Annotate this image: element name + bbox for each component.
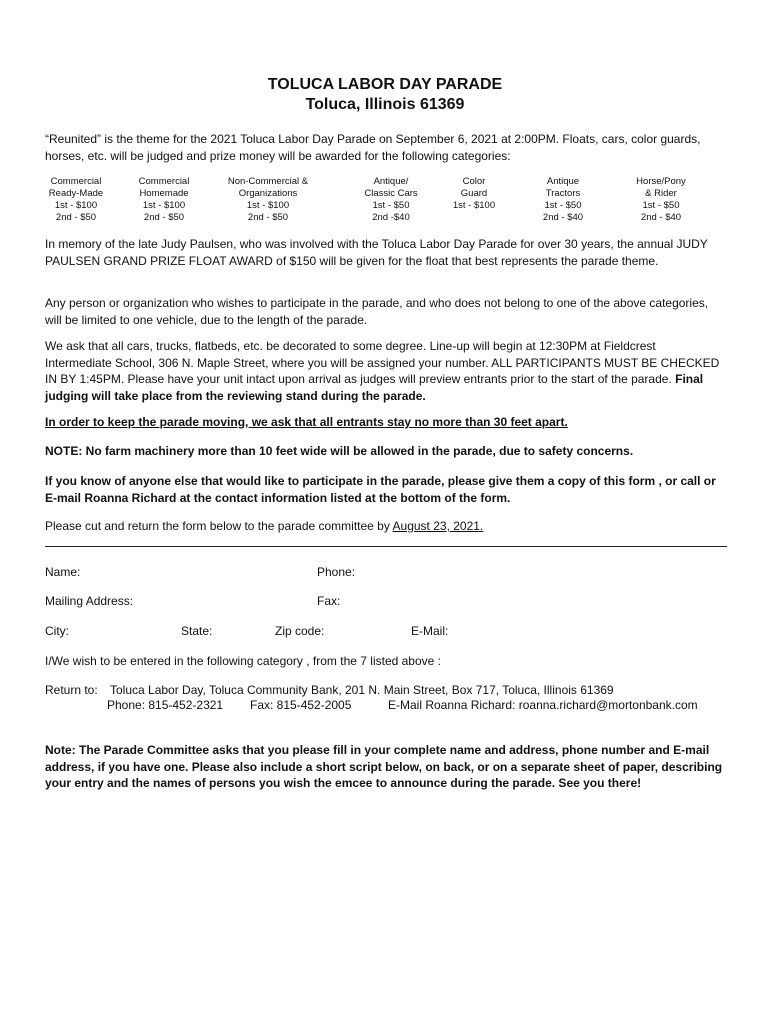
- category-prize2: 2nd - $50: [143, 212, 185, 223]
- category-prize1: 1st - $100: [142, 200, 186, 211]
- vehicle-limit-paragraph: Any person or organization who wishes to participate in the parade, and who does not belong to one of the above categories, will be limited to one vehicle, due to the length of the parade.: [45, 296, 709, 327]
- category-line1: Horse/Pony: [636, 176, 686, 187]
- category-prize2: 2nd - $50: [247, 212, 289, 223]
- category-color-guard: [446, 176, 502, 212]
- category-horse-pony-rider: [633, 176, 689, 224]
- category-line1: Color: [462, 176, 486, 187]
- category-prize2: 2nd - $40: [542, 212, 584, 223]
- return-fax: Fax: 815-452-2005: [250, 698, 352, 712]
- category-prize1: 1st - $100: [54, 200, 98, 211]
- return-phone: Phone: 815-452-2321: [107, 698, 224, 712]
- machinery-note: NOTE: No farm machinery more than 10 feet wide will be allowed in the parade, due to safety concerns.: [45, 444, 634, 458]
- category-line1: Commercial: [138, 176, 190, 187]
- return-to-label: Return to:: [45, 683, 98, 697]
- category-prize1: 1st - $100: [452, 200, 496, 211]
- category-non-commercial: [222, 176, 314, 224]
- return-instructions-text: Please cut and return the form below to the parade committee by: [45, 519, 390, 533]
- spacing-note: In order to keep the parade moving, we ask that all entrants stay no more than 30 feet apart.: [45, 415, 568, 429]
- category-line1: Antique: [546, 176, 580, 187]
- category-line2: Homemade: [139, 188, 189, 199]
- category-antique-classic-cars: [356, 176, 426, 224]
- category-line2: Organizations: [238, 188, 298, 199]
- phone-field-label: Phone:: [317, 565, 356, 579]
- category-prize2: 2nd - $50: [55, 212, 97, 223]
- name-field-label: Name:: [45, 565, 81, 579]
- return-instructions: [45, 518, 725, 535]
- category-line2: Tractors: [545, 188, 581, 199]
- category-commercial-ready-made: [45, 176, 107, 224]
- share-note: If you know of anyone else that would like to participate in the parade, please give them a copy of this form , or call or E-mail Roanna Richard at the contact information listed at the bottom of the form.: [45, 474, 716, 505]
- category-commercial-homemade: [133, 176, 195, 224]
- category-antique-tractors: [535, 176, 591, 224]
- category-prize1: 1st - $50: [544, 200, 582, 211]
- state-field-label: State:: [181, 624, 213, 638]
- category-line2: Classic Cars: [364, 188, 418, 199]
- final-judging-text: Final judging will take place from the reviewing stand during the parade.: [45, 372, 704, 403]
- memory-paragraph: In memory of the late Judy Paulsen, who was involved with the Toluca Labor Day Parade for over 30 years, the annual JUDY PAULSEN GRAND PRIZE FLOAT AWARD of $150 will be given for the float that best represents the parade theme.: [45, 237, 708, 268]
- zip-field-label: Zip code:: [275, 624, 325, 638]
- category-line1: Commercial: [50, 176, 102, 187]
- category-prize1: 1st - $50: [642, 200, 680, 211]
- category-line2: Ready-Made: [48, 188, 104, 199]
- category-prize2: 2nd - $40: [640, 212, 682, 223]
- decoration-text: We ask that all cars, trucks, flatbeds, etc. be decorated to some degree. Line-up will begin at 12:30PM at Fieldcrest Intermediate School, 306 N. Maple Street, where you will be assigned your number. ALL PARTICIPANTS MUST BE CHECKED IN BY 1:45PM. Please have your unit intact upon arrival as judges will preview entrants prior to the start of the parade.: [45, 339, 720, 386]
- page-title: TOLUCA LABOR DAY PARADE: [267, 76, 503, 93]
- return-address: Toluca Labor Day, Toluca Community Bank, 201 N. Main Street, Box 717, Toluca, Illinois 61369: [110, 683, 614, 697]
- category-line1: Antique/: [373, 176, 409, 187]
- category-line2: Guard: [460, 188, 488, 199]
- category-prize2: 2nd -$40: [372, 212, 410, 223]
- return-deadline: August 23, 2021.: [392, 519, 484, 533]
- mailing-address-field-label: Mailing Address:: [45, 594, 134, 608]
- category-line1: Non-Commercial &: [227, 176, 309, 187]
- page-subtitle: Toluca, Illinois 61369: [305, 96, 465, 113]
- fax-field-label: Fax:: [317, 594, 341, 608]
- return-email: E-Mail Roanna Richard: roanna.richard@mortonbank.com: [388, 698, 698, 712]
- category-choice-label: I/We wish to be entered in the following category , from the 7 listed above :: [45, 654, 441, 668]
- category-prize1: 1st - $100: [246, 200, 290, 211]
- email-field-label: E-Mail:: [411, 624, 449, 638]
- decoration-paragraph: [45, 338, 725, 404]
- final-note: Note: The Parade Committee asks that you please fill in your complete name and address, phone number and E-mail address, if you have one. Please also include a short script below, on back, or on a separate sheet of paper, describing your entry and the names of persons you wish the emcee to announce during the parade. See you there!: [45, 743, 723, 790]
- cut-line-divider: [45, 546, 727, 547]
- intro-paragraph: “Reunited” is the theme for the 2021 Toluca Labor Day Parade on September 6, 2021 at 2:00PM. Floats, cars, color guards, horses, etc. will be judged and prize money will be awarded for the following categories:: [45, 132, 701, 163]
- city-field-label: City:: [45, 624, 69, 638]
- category-line2: & Rider: [645, 188, 677, 199]
- category-prize1: 1st - $50: [372, 200, 410, 211]
